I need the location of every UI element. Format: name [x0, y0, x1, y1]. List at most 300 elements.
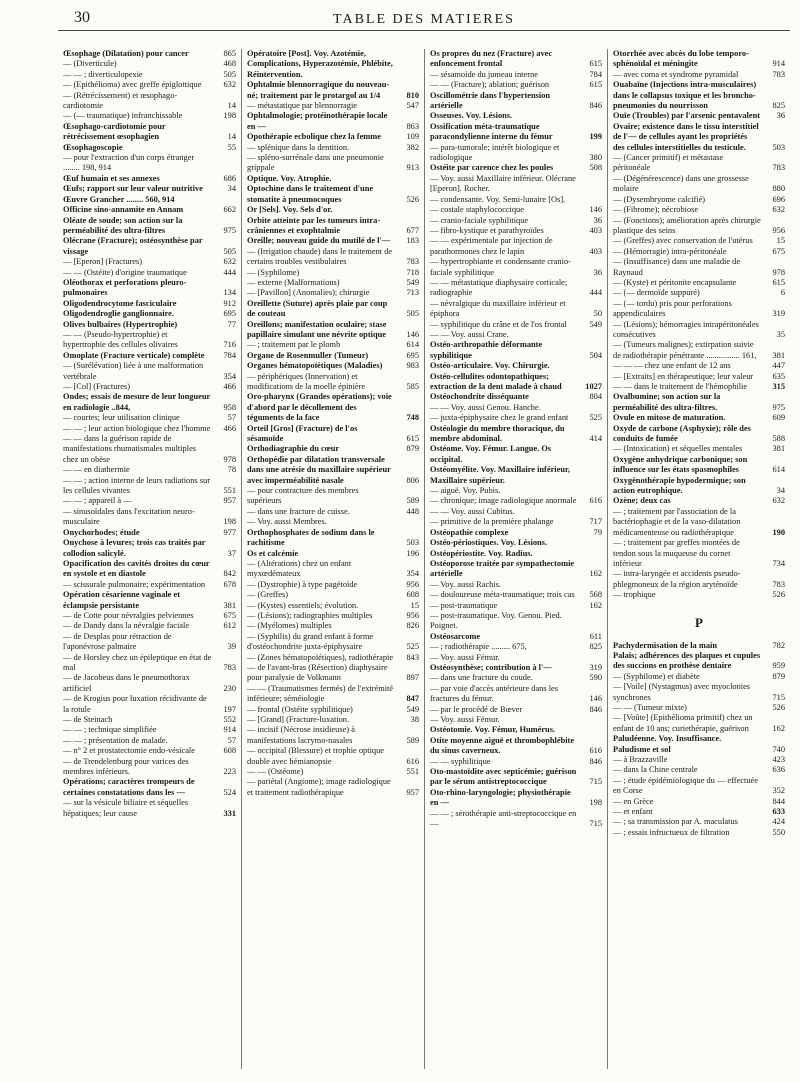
index-entry-text: Oto-rhino-laryngologie; physiothérapie en —	[430, 787, 571, 808]
index-entry-page: 978	[223, 454, 236, 464]
index-entry-text: — ; traitement par le plomb	[247, 340, 341, 350]
index-entry	[247, 424, 419, 445]
index-entry-page: 695	[406, 350, 419, 360]
index-entry-page: 782	[772, 640, 785, 650]
index-entry	[63, 236, 236, 257]
index-entry-page: 39	[227, 642, 236, 652]
index-entry	[430, 278, 602, 299]
index-entry-text: Pachydermisation de la main	[613, 640, 717, 650]
index-entry-text: — hypertrophiante et condensante cranio-faciale syphilitique	[430, 257, 571, 277]
index-entry-page: 977	[223, 527, 236, 537]
index-entry-text: — (— tordu) pris pour perforations appendiculaires	[613, 298, 732, 319]
index-entry-page: 717	[589, 517, 602, 527]
index-entry-text: — (Insuffisance) dans une maladie de Raynaud	[613, 257, 741, 277]
index-entry-text: — (Irrigation chaude) dans le traitement de certains troubles vestibulaires	[247, 246, 393, 267]
index-entry-text: — douloureuse méta-traumatique; trois cas	[430, 590, 575, 600]
index-entry	[613, 651, 785, 672]
index-entry-text: — (Cancer primitif) et métastase péritonéale	[613, 153, 724, 173]
index-entry-text: — ; traitement par greffes montées de tendon sous la muqueuse du cornet inférieur	[613, 538, 740, 568]
index-entry-page: 549	[589, 319, 602, 329]
index-entry-text: — [Voile] (Nystagmus) avec myoclonies synchrones	[613, 682, 751, 702]
index-entry-page: 632	[772, 205, 785, 215]
index-entry-page: 319	[772, 309, 785, 319]
index-entry	[247, 715, 419, 725]
index-entry	[247, 236, 419, 246]
index-entry-text: — ; sa transmission par A. maculatus	[613, 817, 738, 827]
index-entry	[63, 538, 236, 559]
index-entry	[430, 705, 602, 715]
index-entry	[613, 807, 785, 817]
index-entry	[430, 788, 602, 809]
index-entry-page: 846	[589, 101, 602, 111]
index-entry-page: 505	[223, 69, 236, 79]
index-entry-text: — [Eperon] (Fractures)	[63, 257, 143, 267]
index-entry	[430, 559, 602, 580]
index-entry-page: 897	[406, 673, 419, 683]
index-entry-page: 585	[406, 382, 419, 391]
index-entry-text: Ostéopériostite. Voy. Radius.	[430, 548, 533, 558]
index-entry-page: 715	[772, 692, 785, 702]
index-entry-page: 381	[223, 600, 236, 610]
index-entry	[63, 559, 236, 580]
index-entry	[430, 496, 602, 506]
index-entry-page: 381	[772, 350, 785, 360]
index-entry-text: — (Lésions); hémorragies intrapéritonéales consécutives	[613, 319, 759, 339]
index-entry	[613, 70, 785, 80]
index-entry-page: 424	[772, 817, 785, 827]
index-entry-text: Ostéochondrite disséquante	[430, 392, 529, 402]
index-entry-text: — sinusoïdales dans l'excitation neuro-musculaire	[63, 506, 195, 527]
index-entry	[613, 340, 785, 361]
index-entry-page: 913	[406, 163, 419, 173]
index-entry-text: — (Syphilome) et diabète	[613, 671, 700, 681]
index-entry	[247, 590, 419, 600]
index-entry	[63, 382, 236, 392]
index-entry	[247, 351, 419, 361]
index-entry-page: 331	[223, 808, 236, 818]
index-entry-text: — (Dystrophie) à type pagétoïde	[247, 579, 358, 589]
index-entry-text: — (Syphilis) du grand enfant à forme d'ostéochondrite juxta-épiphysaire	[247, 631, 374, 652]
index-entry-page: 505	[223, 246, 236, 256]
index-entry-page: 740	[772, 744, 785, 754]
index-entry	[63, 715, 236, 725]
index-entry-page: 423	[772, 755, 785, 764]
index-entry-text: Oxygénothérapie hypodermique; son action eutrophique.	[613, 475, 746, 496]
index-entry-page: 632	[223, 257, 236, 267]
index-entry-text: Oxyde de carbone (Asphyxie); rôle des conduits de fumée	[613, 423, 751, 444]
index-entry-text: Oro-pharynx (Grandes opérations); voie d'abord par le décollement des téguments de la face	[247, 392, 392, 423]
index-entry	[613, 216, 785, 237]
index-entry	[613, 372, 785, 382]
index-entry-page: 616	[406, 756, 419, 766]
index-entry-page: 547	[406, 101, 419, 111]
index-entry-page: 162	[589, 600, 602, 610]
index-entry	[63, 216, 236, 237]
index-entry-text: Œsophagoscopie	[63, 142, 123, 152]
index-entry-text: — de Krogius pour luxation récidivante de la rotule	[63, 694, 207, 714]
index-entry	[247, 632, 419, 653]
index-column-3	[424, 49, 607, 1069]
index-entry	[430, 767, 602, 788]
index-entry-text: — ; essais infructueux de filtration	[613, 827, 730, 837]
index-entry-text: — Voy. aussi Fémur.	[430, 652, 500, 662]
index-entry	[63, 309, 236, 319]
index-entry	[430, 809, 602, 830]
index-entry-text: — en Grèce	[613, 796, 654, 806]
index-entry-page: 879	[406, 444, 419, 454]
index-entry	[613, 205, 785, 215]
index-entry-page: 354	[406, 569, 419, 579]
index-entry-text: Orthopédie par dilatation transversale dans une atrésie du maxillaire supérieur avec imperméabilité nasale	[247, 454, 391, 485]
index-entry-page: 615	[406, 434, 419, 444]
page-number: 30	[74, 9, 90, 26]
index-entry-page: 632	[223, 80, 236, 90]
index-entry-text: — para-tumorale; intérêt biologique et radiologique	[430, 142, 560, 163]
index-entry	[430, 299, 602, 320]
index-entry-text: — cranio-faciale syphilitique	[430, 215, 529, 225]
index-entry	[247, 549, 419, 559]
index-entry	[430, 372, 602, 393]
index-entry-text: — n° 2 et prostatectomie endo-vésicale	[63, 746, 195, 756]
index-entry-text: — scissurale pulmonaire; expérimentation	[63, 579, 206, 589]
index-entry-text: — (Myélomes) multiples	[247, 621, 332, 631]
index-entry-page: 678	[223, 579, 236, 589]
index-entry	[613, 496, 785, 506]
index-entry-page: 715	[589, 777, 602, 787]
index-entry-page: 134	[223, 288, 236, 298]
index-entry	[430, 725, 602, 735]
index-entry-page: 718	[406, 267, 419, 277]
index-entry-text: Ostéoporose traitée par sympathectomie artérielle	[430, 558, 575, 579]
index-entry-page: 734	[772, 558, 785, 568]
index-entry-page: 526	[772, 590, 785, 600]
index-entry	[430, 673, 602, 683]
index-entry-text: — fibro-kystique et parathyroïdes	[430, 225, 544, 235]
index-entry	[247, 143, 419, 153]
index-entry	[430, 195, 602, 205]
index-entry-text: — (Diverticule)	[63, 59, 117, 69]
index-entry-text: Opératoire [Post]. Voy. Azotémie, Complications, Hyperazotémie, Phlébite, Réintervention.	[247, 49, 393, 79]
index-entry-text: Omoplate (Fracture verticale) complète	[63, 350, 205, 360]
index-entry-text: Organes hématopoïétiques (Maladies)	[247, 361, 383, 371]
index-entry-page: 636	[772, 765, 785, 775]
index-entry-text: Ossification méta-traumatique paracondylienne interne du fémur	[430, 121, 553, 142]
index-entry-text: — occipital (Blessure) et trophie optique double avec hémianopsie	[247, 746, 384, 766]
index-entry-page: 198	[223, 517, 236, 527]
index-entry-text: — (Kyste) et péritonite encapsulante	[613, 277, 737, 287]
index-entry	[613, 455, 785, 476]
index-entry-text: — (Altérations) chez un enfant myxœdémateux	[247, 558, 352, 579]
index-entry	[430, 663, 602, 673]
index-entry-page: 403	[589, 225, 602, 235]
index-entry-page: 715	[589, 819, 602, 829]
index-entry	[613, 195, 785, 205]
index-entry-page: 677	[406, 225, 419, 235]
index-entry-text: — — ; action interne de leurs radiations sur les cellules vivantes	[63, 475, 210, 496]
index-entry-page: 615	[772, 277, 785, 287]
index-entry	[63, 465, 236, 475]
index-entry	[247, 205, 419, 215]
index-entry	[613, 734, 785, 744]
index-entry-text: — (Rétrécissement) et œsophago-cardiotomie	[63, 90, 178, 111]
index-entry-text: — Voy. aussi Fémur.	[430, 715, 500, 724]
index-entry-text: — — métastatique diaphysaire corticale; radiographie	[430, 277, 568, 298]
index-entry	[63, 476, 236, 497]
index-entry	[613, 745, 785, 755]
index-entry-text: — (Dégénérescence) dans une grossesse molaire	[613, 173, 749, 194]
index-entry-text: Oligodendrocytome fasciculaire	[63, 298, 177, 308]
index-entry-text: — [Col] (Fractures)	[63, 382, 130, 391]
index-entry	[247, 288, 419, 298]
index-entry-page: 847	[406, 694, 419, 704]
index-entry	[63, 111, 236, 121]
index-entry-text: Opacification des cavités droites du cœur en systole et en diastole	[63, 558, 210, 579]
index-entry-text: — — expérimentale par injection de parathormones chez le lapin	[430, 236, 553, 256]
index-entry	[247, 621, 419, 631]
index-entry	[247, 663, 419, 684]
index-entry	[63, 507, 236, 528]
index-entry-text: — de Cotte pour névralgies pelviennes	[63, 610, 194, 620]
index-entry-text: Optochine dans le traitement d'une stomatite à pneumocoques	[247, 184, 374, 204]
index-entry-text: — — Voy. aussi Crane.	[430, 329, 509, 339]
index-entry-page: 784	[589, 69, 602, 79]
index-entry	[63, 351, 236, 361]
index-entry	[63, 184, 236, 194]
index-entry	[430, 91, 602, 112]
index-entry-text: — chronique; image radiologique anormale	[430, 496, 577, 506]
index-entry	[430, 205, 602, 215]
index-entry-text: Orthodiagraphie du cœur	[247, 444, 340, 454]
index-entry-page: 414	[589, 434, 602, 444]
index-entry-text: — externe (Malformations)	[247, 277, 340, 287]
section-letter: P	[695, 614, 703, 630]
index-entry	[613, 444, 785, 454]
index-entry-page: 956	[406, 579, 419, 589]
index-entry-page: 956	[772, 225, 785, 235]
index-entry-page: 590	[589, 673, 602, 683]
index-entry-text: — — ; leur action biologique chez l'homme	[63, 423, 211, 433]
index-entry-page: 958	[223, 402, 236, 412]
index-entry-text: Ostéosynthèse; contribution à l'—	[430, 662, 552, 672]
index-entry	[63, 746, 236, 756]
index-entry	[613, 299, 785, 320]
index-entry-text: Oscillométrie dans l'hypertension artérielle	[430, 90, 551, 111]
index-entry	[247, 80, 419, 101]
index-entry-page: 352	[772, 786, 785, 796]
index-column-1	[58, 49, 241, 1069]
index-entry-text: — de Trendelenburg pour varices des membres inférieurs.	[63, 756, 189, 777]
index-entry-page: 589	[406, 496, 419, 506]
index-entry-page: 912	[223, 298, 236, 308]
index-entry-page: 615	[589, 80, 602, 90]
index-entry-page: 447	[772, 361, 785, 371]
index-entry-text: Opérations; caractères trompeurs de certaines constatations dans les —	[63, 777, 195, 797]
index-column-2	[241, 49, 424, 1069]
index-entry	[613, 828, 785, 838]
index-entry	[613, 776, 785, 797]
index-entry	[63, 330, 236, 351]
index-entry-text: Orthophosphates de sodium dans le rachitisme	[247, 527, 375, 548]
index-entry-page: 466	[223, 423, 236, 433]
index-entry-text: — condensante. Voy. Semi-lunaire [Os].	[430, 194, 566, 204]
index-entry	[63, 424, 236, 434]
index-entry	[63, 361, 236, 382]
index-entry-text: — — ; sérothérapie anti-streptococcique en —	[430, 808, 577, 829]
index-entry	[613, 424, 785, 445]
index-entry-page: 975	[223, 225, 236, 235]
index-entry-page: 784	[223, 350, 236, 360]
index-entry	[430, 601, 602, 611]
index-entry-page: 197	[223, 704, 236, 714]
index-entry-page: 842	[223, 569, 236, 579]
index-entry	[247, 653, 419, 663]
index-entry	[63, 91, 236, 112]
index-entry-text: — par voie d'accès antérieure dans les fractures du fémur.	[430, 683, 559, 704]
index-entry-page: 686	[223, 173, 236, 183]
index-entry-page: 783	[772, 579, 785, 589]
index-entry-text: Œsophago-cardiotomie pour rétrécissement œsophagien	[63, 121, 166, 142]
index-entry-text: Œuvre Grancher ........ 560, 914	[63, 194, 175, 204]
index-entry	[430, 392, 602, 402]
index-entry-text: — névralgique du maxillaire inférieur et épiphora	[430, 298, 566, 319]
index-entry-text: — métastatique par blennorragie	[247, 101, 357, 111]
index-entry-page: 503	[406, 538, 419, 548]
index-entry	[247, 101, 419, 111]
index-entry-page: 551	[223, 486, 236, 496]
index-entry	[247, 559, 419, 580]
index-entry-page: 589	[406, 735, 419, 745]
index-entry-text: — périphériques (Innervation) et modifications de la moelle épinière	[247, 371, 366, 391]
index-entry	[613, 49, 785, 70]
index-entry-page: 675	[223, 610, 236, 620]
index-entry	[430, 465, 602, 486]
index-entry-page: 806	[406, 475, 419, 485]
index-entry	[430, 757, 602, 767]
index-entry-page: 403	[589, 246, 602, 256]
index-entry	[63, 80, 236, 90]
index-entry	[613, 713, 785, 734]
index-entry-text: — (— traumatique) infranchissable	[63, 111, 183, 121]
index-entry-text: — pour contracture des membres supérieurs	[247, 486, 359, 506]
index-entry	[247, 777, 419, 798]
index-entry-page: 162	[589, 569, 602, 579]
index-entry-text: Oto-mastoïdite avec septicémie; guérison par le sérum antistreptococcique	[430, 767, 577, 787]
index-entry	[247, 580, 419, 590]
index-entry-text: — (Dysembryome calcifié)	[613, 194, 706, 204]
index-entry-page: 444	[589, 288, 602, 298]
index-entry	[430, 320, 602, 330]
index-entry-text: Ophtalmologie; protéinothérapie locale en —	[247, 111, 388, 131]
index-entry-text: — à Brazzaville	[613, 755, 668, 764]
index-entry	[247, 299, 419, 320]
index-entry-page: 79	[593, 527, 602, 537]
index-entry-page: 609	[772, 413, 785, 423]
index-entry-page: 525	[406, 642, 419, 652]
index-entry-page: 608	[223, 746, 236, 756]
index-entry-text: — ; traitement par l'association de la bactériophagie et de la vaso-dilatation médicamenteuse ou radiothérapique	[613, 506, 741, 537]
index-entry	[247, 111, 419, 132]
index-entry	[613, 672, 785, 682]
index-entry-text: Ouïe (Troubles) par l'arsenic pentavalent	[613, 111, 761, 121]
index-entry-page: 614	[406, 340, 419, 350]
index-entry-page: 588	[772, 434, 785, 444]
index-entry-text: Otorrhée avec abcès du lobe temporo-sphénoïdal et méningite	[613, 49, 749, 69]
index-entry-page: 15	[410, 600, 419, 610]
index-entry	[613, 174, 785, 195]
index-entry-page: 608	[406, 590, 419, 600]
index-entry	[613, 80, 785, 111]
index-entry-text: Officine sino-annamite en Annam	[63, 205, 184, 215]
index-entry-page: 183	[406, 236, 419, 246]
index-entry	[430, 257, 602, 278]
index-entry	[613, 288, 785, 298]
index-entry-page: 662	[223, 205, 236, 215]
index-entry-text: — de Jacobeus dans le pneumothorax artificiel	[63, 673, 190, 693]
index-entry	[247, 507, 419, 517]
index-entry-text: Œufs; rapport sur leur valeur nutritive	[63, 184, 203, 194]
index-entry-page: 616	[589, 746, 602, 756]
index-entry-text: Oligodendroglie ganglionnaire.	[63, 309, 174, 319]
index-entry-page: 505	[406, 309, 419, 319]
index-entry	[63, 611, 236, 621]
index-entry	[613, 257, 785, 278]
index-entry	[63, 757, 236, 778]
index-entry-text: — pariétal (Angiome); image radiologique et traitement radiothérapique	[247, 777, 391, 797]
index-entry-text: Ovaire; existence dans le tissu interstitiel de l'— de cellules ayant les propriétés des cellules interstitielles du testicule.	[613, 121, 759, 152]
index-entry-text: Ovule en mitose de maturation.	[613, 413, 726, 423]
index-entry-text: Ouabaïne (Injections intra-musculaires) dans le collapsus toxique et les broncho-pneumonies du nourrisson	[613, 80, 757, 111]
index-entry-page: 14	[227, 101, 236, 111]
index-entry-page: 146	[406, 329, 419, 339]
index-entry-page: 612	[223, 621, 236, 631]
index-entry-text: Ostéopathie complexe	[430, 527, 509, 537]
index-entry-text: — (Tumeurs malignes); extirpation suivie de radiothérapie pénétrante ................ 161,	[613, 340, 757, 360]
index-entry-page: 696	[772, 194, 785, 204]
index-entry	[63, 434, 236, 465]
index-entry-text: Orteil [Gros] (Fracture) de l'os sésamoïde	[247, 423, 358, 444]
index-entry-text: — — Voy. aussi Genou. Hanche.	[430, 402, 541, 412]
index-entry	[63, 673, 236, 694]
index-entry-page: 880	[772, 184, 785, 194]
index-entry-page: 198	[223, 111, 236, 121]
index-entry	[430, 444, 602, 465]
index-entry	[247, 361, 419, 371]
index-entry-page: 230	[223, 683, 236, 693]
index-entry-text: Otite moyenne aiguë et thrombophlébite du sinus caverneux.	[430, 735, 575, 756]
index-entry-text: Oreillons; manifestation oculaire; stase papillaire simulant une névrite optique	[247, 319, 387, 339]
index-entry-text: — — ; technique simplifiée	[63, 725, 157, 735]
index-entry-text: Or [Sels]. Voy. Sels d'or.	[247, 205, 333, 215]
index-entry	[430, 736, 602, 757]
index-entry-text: Oreillette (Suture) après plaie par coup de couteau	[247, 298, 388, 319]
index-entry	[63, 725, 236, 735]
index-entry-page: 552	[223, 715, 236, 724]
index-entry	[430, 517, 602, 527]
index-entry-page: 783	[772, 163, 785, 173]
index-entry	[247, 611, 419, 621]
index-entry	[430, 632, 602, 642]
index-entry-text: — (Lésions); radiographies multiples	[247, 610, 373, 620]
index-entry	[430, 236, 602, 257]
index-entry-text: Oxygène anhydrique carbonique; son influence sur les états spasmophiles	[613, 454, 748, 475]
index-entry	[247, 49, 419, 80]
index-entry-text: — (Zones hématopoïétiques), radiothérapie	[247, 652, 394, 662]
index-entry-text: — [Grand] (Fracture-luxation.	[247, 715, 350, 724]
index-entry	[63, 299, 236, 309]
index-entry-text: Ovalbumine; son action sur la perméabilité des ultra-filtres.	[613, 392, 721, 412]
index-entry	[613, 236, 785, 246]
index-entry-page: 863	[406, 121, 419, 131]
